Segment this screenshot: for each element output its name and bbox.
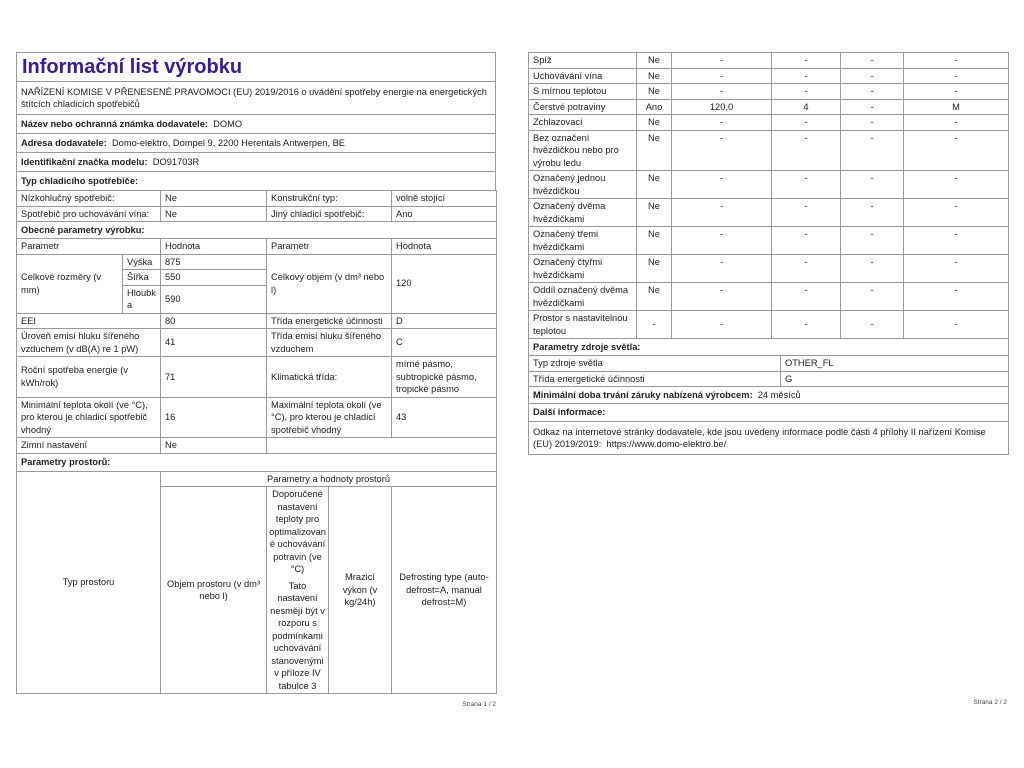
compartment-defrost: - [904, 199, 1009, 227]
compartment-type: Spíž [529, 53, 637, 69]
compartment-defrost: - [904, 255, 1009, 283]
winter-value: Ne [161, 438, 267, 454]
type-label: Konstrukční typ: [267, 191, 392, 207]
compartment-freezing: - [841, 283, 904, 311]
compartment-temp: - [772, 68, 841, 84]
winter-label: Zimní nastavení [17, 438, 161, 454]
noise-label: Úroveň emisí hluku šířeného vzduchem (v dB(A) re 1 pW) [17, 329, 161, 357]
depth-value: 590 [161, 285, 267, 313]
compartment-temp: - [772, 255, 841, 283]
supplier-website-link[interactable]: https://www.domo-elektro.be/ [606, 439, 727, 449]
energy-class-value: D [392, 313, 497, 329]
compartment-present: Ne [637, 283, 672, 311]
compartment-temp: - [772, 199, 841, 227]
compartment-present: Ne [637, 84, 672, 100]
compartment-row [529, 68, 1009, 84]
min-temp-value: 16 [161, 397, 267, 438]
compartment-freezing: - [841, 130, 904, 171]
compartments-table [528, 52, 1009, 339]
height-label: Výška [123, 254, 161, 270]
compartment-type: Označený třemi hvězdičkami [529, 227, 637, 255]
compartment-volume: - [672, 227, 772, 255]
compartment-defrost: - [904, 171, 1009, 199]
compartment-freezing: - [841, 171, 904, 199]
compartment-defrost: - [904, 130, 1009, 171]
compartment-type: Označený jednou hvězdičkou [529, 171, 637, 199]
type-value: Ano [392, 206, 497, 222]
model-label: Identifikační značka modelu: [21, 156, 148, 167]
compartment-row [529, 171, 1009, 199]
supplier-name-label: Název nebo ochranná známka dodavatele: [21, 118, 209, 129]
compartment-freezing: - [841, 84, 904, 100]
noise-value: 41 [161, 329, 267, 357]
compartment-defrost: - [904, 84, 1009, 100]
supplier-name: DOMO [213, 118, 243, 129]
model-id: DO91703R [152, 156, 200, 167]
compartment-volume: - [672, 255, 772, 283]
compartment-row [529, 283, 1009, 311]
compartment-freezing: - [841, 255, 904, 283]
type-value: volně stojící [392, 191, 497, 207]
compartments-heading: Parametry prostorů: [17, 453, 497, 471]
regulation-text: NAŘÍZENÍ KOMISE V PŘENESENÉ PRAVOMOCI (EU) 2019/2016 o uvádění spotřeby energie na energetických štítcích chladicích spotřebičů [17, 82, 496, 115]
compartment-present: Ne [637, 68, 672, 84]
compartment-temp-header [267, 487, 329, 694]
type-label: Spotřebič pro uchovávání vína: [17, 206, 161, 222]
light-type-value: OTHER_FL [781, 356, 1009, 372]
dimensions-label: Celkové rozměry (v mm) [17, 254, 123, 313]
freezing-capacity-header: Mrazicí výkon (v kg/24h) [329, 487, 392, 694]
warranty-row [529, 387, 1009, 404]
type-table [16, 190, 497, 239]
compartment-row [529, 99, 1009, 115]
compartment-freezing: - [841, 227, 904, 255]
noise-class-label: Třída emisí hluku šířeného vzduchem [267, 329, 392, 357]
header-value: Hodnota [161, 239, 267, 255]
light-class-value: G [781, 371, 1009, 387]
compartment-present: Ne [637, 115, 672, 131]
height-value: 875 [161, 254, 267, 270]
compartment-freezing: - [841, 199, 904, 227]
supplier-address: Domo-elektro, Dompel 9, 2200 Herentals Antwerpen, BE [111, 137, 346, 148]
compartment-row [529, 255, 1009, 283]
light-table [528, 338, 1009, 455]
compartment-temp: 4 [772, 99, 841, 115]
page-1 [16, 52, 496, 709]
compartment-present: Ne [637, 255, 672, 283]
volume-label: Celkový objem (v dm³ nebo l) [267, 254, 392, 313]
compartment-freezing: - [841, 99, 904, 115]
compartment-temp: - [772, 283, 841, 311]
width-label: Šířka [123, 270, 161, 286]
compartment-present: Ne [637, 53, 672, 69]
light-class-label: Třída energetické účinnosti [529, 371, 781, 387]
compartment-volume: - [672, 84, 772, 100]
compartment-present: Ano [637, 99, 672, 115]
compartment-present: Ne [637, 171, 672, 199]
max-temp-label: Maximální teplota okolí (ve °C), pro kterou je chladicí spotřebič vhodný [267, 397, 392, 438]
compartment-volume: - [672, 68, 772, 84]
compartment-temp: - [772, 311, 841, 339]
compartment-temp: - [772, 130, 841, 171]
compartment-type: Oddíl označený dvěma hvězdičkami [529, 283, 637, 311]
compartment-defrost: - [904, 311, 1009, 339]
compartment-type: Zchlazovací [529, 115, 637, 131]
general-heading: Obecné parametry výrobku: [17, 222, 497, 239]
light-heading: Parametry zdroje světla: [529, 339, 1009, 356]
header-value: Hodnota [392, 239, 497, 255]
climate-class-value: mírné pásmo, subtropické pásmo, tropické pásmo [392, 357, 497, 398]
eei-value: 80 [161, 313, 267, 329]
compartment-temp: - [772, 84, 841, 100]
compartment-freezing: - [841, 311, 904, 339]
page-2 [528, 52, 1008, 455]
volume-value: 120 [392, 254, 497, 313]
annual-energy-label: Roční spotřeba energie (v kWh/rok) [17, 357, 161, 398]
compartment-temp: - [772, 53, 841, 69]
compartment-type: Prostor s nastavitelnou teplotou [529, 311, 637, 339]
compartment-defrost: M [904, 99, 1009, 115]
type-value: Ne [161, 191, 267, 207]
light-type-label: Typ zdroje světla [529, 356, 781, 372]
temp-header-text: Doporučené nastavení teploty pro optimalizované uchovávání potravin (ve °C) [269, 489, 326, 574]
type-label: Jiný chladicí spotřebič: [267, 206, 392, 222]
supplier-name-row [17, 115, 496, 134]
compartment-defrost: - [904, 68, 1009, 84]
energy-class-label: Třída energetické účinnosti [267, 313, 392, 329]
compartment-type-header: Typ prostoru [17, 471, 161, 694]
more-info-heading: Další informace: [529, 404, 1009, 422]
empty-cell [267, 438, 497, 454]
compartment-present: Ne [637, 227, 672, 255]
more-info-row [529, 422, 1009, 455]
compartment-row [529, 130, 1009, 171]
compartment-type: S mírnou teplotou [529, 84, 637, 100]
header-param: Parametr [267, 239, 392, 255]
compartment-present: Ne [637, 130, 672, 171]
type-heading: Typ chladicího spotřebiče: [17, 172, 496, 191]
compartment-row [529, 53, 1009, 69]
compartment-defrost: - [904, 115, 1009, 131]
min-temp-label: Minimální teplota okolí (ve °C), pro kterou je chladicí spotřebič vhodný [17, 397, 161, 438]
compartment-temp: - [772, 227, 841, 255]
compartment-freezing: - [841, 68, 904, 84]
compartment-volume: - [672, 171, 772, 199]
compartment-volume: - [672, 283, 772, 311]
compartment-group-header: Parametry a hodnoty prostorů [161, 471, 497, 487]
compartment-row [529, 115, 1009, 131]
compartment-row [529, 199, 1009, 227]
compartments-header-table [16, 471, 497, 695]
defrost-type-header: Defrosting type (auto-defrost=A, manual defrost=M) [392, 487, 497, 694]
compartment-row [529, 84, 1009, 100]
compartment-freezing: - [841, 53, 904, 69]
compartment-row [529, 227, 1009, 255]
annual-energy-value: 71 [161, 357, 267, 398]
width-value: 550 [161, 270, 267, 286]
type-value: Ne [161, 206, 267, 222]
compartment-row [529, 311, 1009, 339]
supplier-address-row [17, 134, 496, 153]
compartment-volume: - [672, 311, 772, 339]
compartment-present: - [637, 311, 672, 339]
noise-class-value: C [392, 329, 497, 357]
compartment-defrost: - [904, 227, 1009, 255]
model-row [17, 153, 496, 172]
compartment-defrost: - [904, 283, 1009, 311]
compartment-volume: - [672, 115, 772, 131]
compartment-type: Bez označení hvězdičkou nebo pro výrobu ledu [529, 130, 637, 171]
page-number: Strana 2 / 2 [973, 699, 1007, 706]
compartment-volume: - [672, 199, 772, 227]
max-temp-value: 43 [392, 397, 497, 438]
warranty-label: Minimální doba trvání záruky nabízená výrobcem: [533, 389, 753, 400]
compartment-temp: - [772, 115, 841, 131]
compartment-volume: - [672, 53, 772, 69]
compartment-volume-header: Objem prostoru (v dm³ nebo l) [161, 487, 267, 694]
type-label: Nízkohlučný spotřebič: [17, 191, 161, 207]
depth-label: Hloubka [123, 285, 161, 313]
compartment-temp: - [772, 171, 841, 199]
compartment-type: Označený čtyřmi hvězdičkami [529, 255, 637, 283]
compartment-type: Označený dvěma hvězdičkami [529, 199, 637, 227]
temp-header-note: Tato nastavení nesmějí být v rozporu s podmínkami uchovávání stanovenými v příloze IV tabulce 3 [270, 580, 325, 691]
compartment-type: Uchovávání vína [529, 68, 637, 84]
compartment-volume: - [672, 130, 772, 171]
warranty-value: 24 měsíců [757, 389, 801, 400]
header-param: Parametr [17, 239, 161, 255]
compartment-freezing: - [841, 115, 904, 131]
general-parameters-table [16, 238, 497, 472]
eei-label: EEI [17, 313, 161, 329]
supplier-address-label: Adresa dodavatele: [21, 137, 107, 148]
page-number: Strana 1 / 2 [462, 701, 496, 708]
more-info-text: Odkaz na internetové stránky dodavatele, kde jsou uvedeny informace podle části 4 přílohy II nařízení Komise (EU) 2019/2019: [533, 426, 986, 449]
compartment-volume: 120,0 [672, 99, 772, 115]
page-title: Informační list výrobku [17, 53, 496, 82]
header-table [16, 52, 496, 191]
compartment-present: Ne [637, 199, 672, 227]
compartment-type: Čerstvé potraviny [529, 99, 637, 115]
compartment-defrost: - [904, 53, 1009, 69]
climate-class-label: Klimatická třída: [267, 357, 392, 398]
